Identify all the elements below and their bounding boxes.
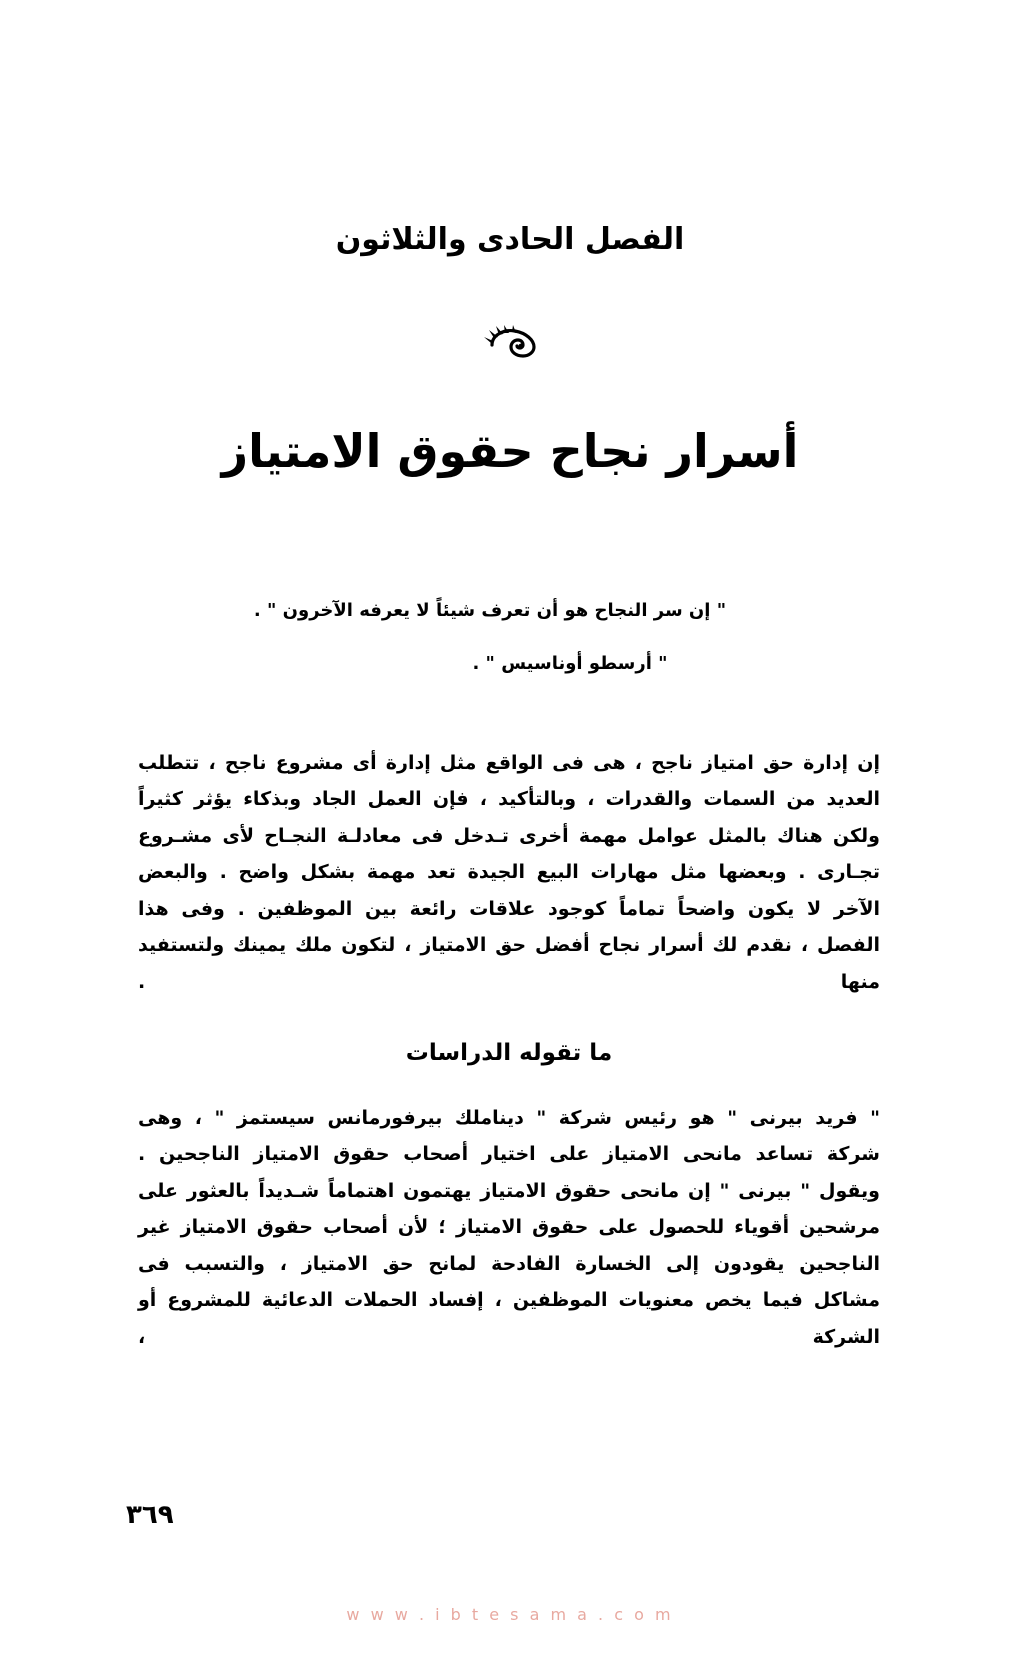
section-paragraph: " فريد بيرنى " هو رئيس شركة " ديناملك بيرفورمانس سيستمز " ، وهى شركة تساعد مانحى الامتياز على اختيار أصحاب حقوق الامتياز الناجحين . ويقول " بيرنى " إن مانحى حقوق الامتياز يهتمون اهتماماً شـديداً بالعثور على مرشحين أقوياء للحصول على حقوق الامتياز ؛ لأن أصحاب حقوق الامتياز غير الناجحين يقودون إلى الخسارة الفادحة لمانح حق الامتياز ، والتسبب فى مشاكل فيما يخص معنويات الموظفين ، إفساد الحملات الدعائية للمشروع أو الشركة ، xyxy=(138,1107,880,1348)
chapter-label: الفصل الحادى والثلاثون xyxy=(335,222,685,257)
site-watermark: w w w . i b t e s a m a . c o m xyxy=(346,1605,674,1624)
epigraph-quote: " إن سر النجاح هو أن تعرف شيئاً لا يعرفه الآخرون " . xyxy=(253,600,727,621)
intro-paragraph: إن إدارة حق امتياز ناجح ، هى فى الواقع مثل إدارة أى مشروع ناجح ، تتطلب العديد من السمات والقدرات ، وبالتأكيد ، فإن العمل الجاد وبذكاء يؤثر كثيراً ولكن هناك بالمثل عوامل مهمة أخرى تـدخل فى معادلـة النجـاح لأى مشـروع تجـارى . وبعضها مثل مهارات البيع الجيدة تعد مهمة بشكل واضح . والبعض الآخر لا يكون واضحاً تماماً كوجود علاقات رائعة بين الموظفين . وفى هذا الفصل ، نقدم لك أسرار نجاح أفضل حق الامتياز ، لتكون ملك يمينك ولتستفيد منها . xyxy=(138,752,880,993)
epigraph-attribution: " أرسطو أوناسيس " . xyxy=(472,652,668,674)
page-number: ٣٦٩ xyxy=(126,1500,174,1530)
studies-section xyxy=(138,1040,880,1066)
intro-section xyxy=(138,745,880,1000)
page-title: أسرار نجاح حقوق الامتياز xyxy=(221,424,799,478)
studies-body xyxy=(138,1100,880,1355)
decorative-flourish-icon xyxy=(0,322,1020,362)
epigraph xyxy=(150,596,870,674)
section-heading: ما تقوله الدراسات xyxy=(405,1040,613,1066)
